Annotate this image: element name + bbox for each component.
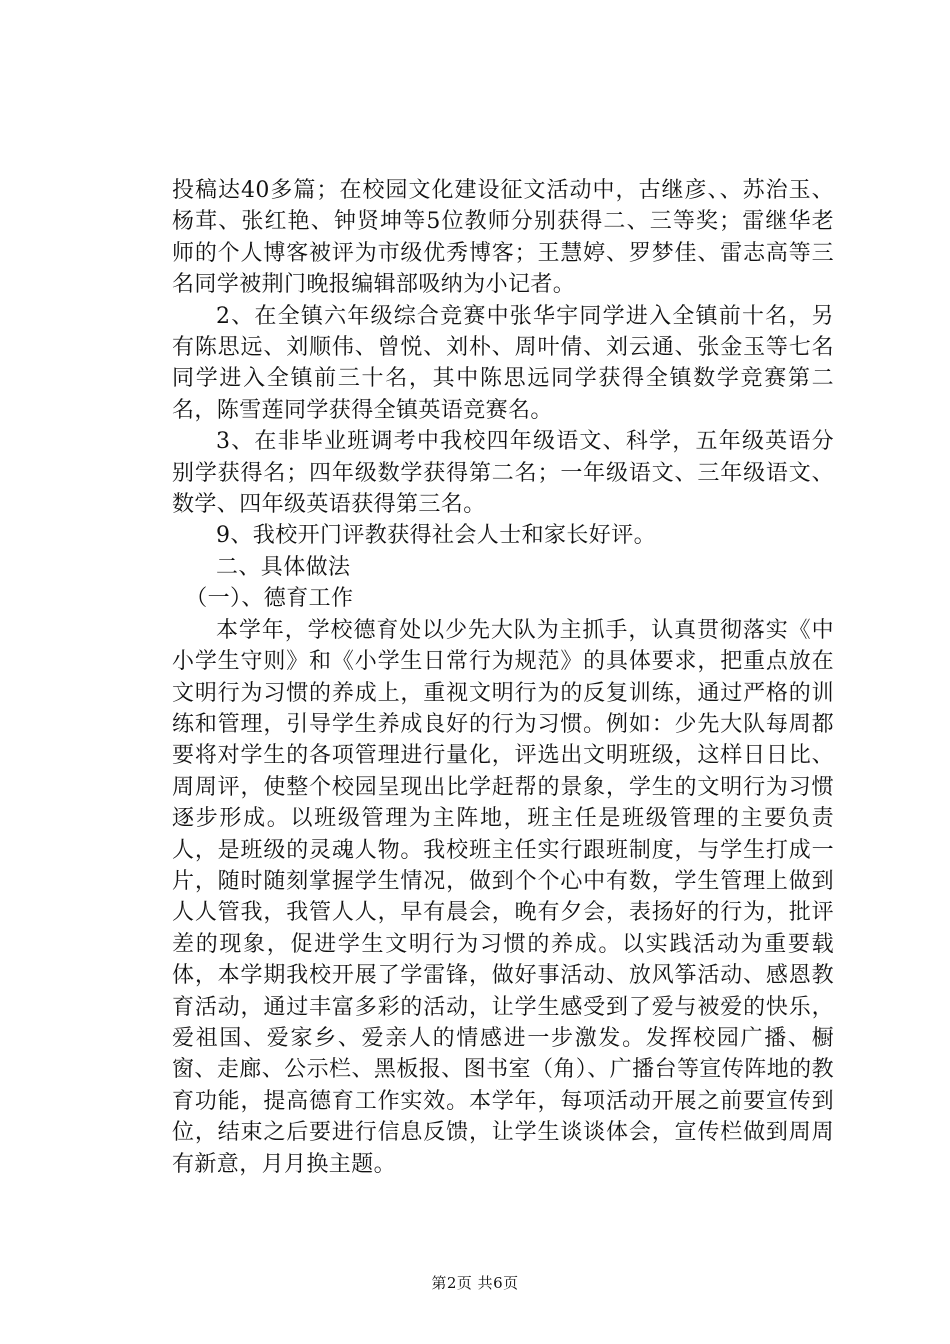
paragraph-item-2: 2、在全镇六年级综合竞赛中张华宇同学进入全镇前十名，另有陈思远、刘顺伟、曾悦、刘朴、周叶倩、刘云通、张金玉等七名同学进入全镇前三十名，其中陈思远同学获得全镇数学竞赛第二名，陈雪莲同学获得全镇英语竞赛名。	[172, 303, 834, 423]
paragraph-item-3: 3、在非毕业班调考中我校四年级语文、科学，五年级英语分别学获得名；四年级数学获得第二名；一年级语文、三年级语文、数学、四年级英语获得第三名。	[172, 429, 834, 518]
page-footer: 第2页 共6页	[431, 1274, 519, 1292]
paragraph-moral-education: 本学年，学校德育处以少先大队为主抓手，认真贯彻落实《中小学生守则》和《小学生日常行为规范》的具体要求，把重点放在文明行为习惯的养成上，重视文明行为的反复训练，通过严格的训练和管理，引导学生养成良好的行为习惯。例如：少先大队每周都要将对学生的各项管理进行量化，评选出文明班级，这样日日比、周周评，使整个校园呈现出比学赶帮的景象，学生的文明行为习惯逐步形成。以班级管理为主阵地，班主任是班级管理的主要负责人，是班级的灵魂人物。我校班主任实行跟班制度，与学生打成一片，随时随刻掌握学生情况，做到个个心中有数，学生管理上做到人人管我，我管人人，早有晨会，晚有夕会，表扬好的行为，批评差的现象，促进学生文明行为习惯的养成。以实践活动为重要载体，本学期我校开展了学雷锋，做好事活动、放风筝活动、感恩教育活动，通过丰富多彩的活动，让学生感受到了爱与被爱的快乐，爱祖国、爱家乡、爱亲人的情感进一步激发。发挥校园广播、橱窗、走廊、公示栏、黑板报、图书室（角）、广播台等宣传阵地的教育功能，提高德育工作实效。本学年，每项活动开展之前要宣传到位，结束之后要进行信息反馈，让学生谈谈体会，宣传栏做到周周有新意，月月换主题。	[172, 617, 834, 1177]
section-heading: 二、具体做法	[216, 554, 351, 580]
paragraph-continuation: 投稿达40多篇；在校园文化建设征文活动中，古继彦、、苏治玉、杨茸、张红艳、钟贤坤等5位教师分别获得二、三等奖；雷继华老师的个人博客被评为市级优秀博客；王慧婷、罗梦佳、雷志高等三名同学被荆门晚报编辑部吸纳为小记者。	[172, 178, 834, 298]
document-body	[172, 175, 834, 1180]
paragraph-item-9: 9、我校开门评教获得社会人士和家长好评。	[216, 523, 656, 549]
subsection-heading: （一）、德育工作	[185, 586, 354, 612]
